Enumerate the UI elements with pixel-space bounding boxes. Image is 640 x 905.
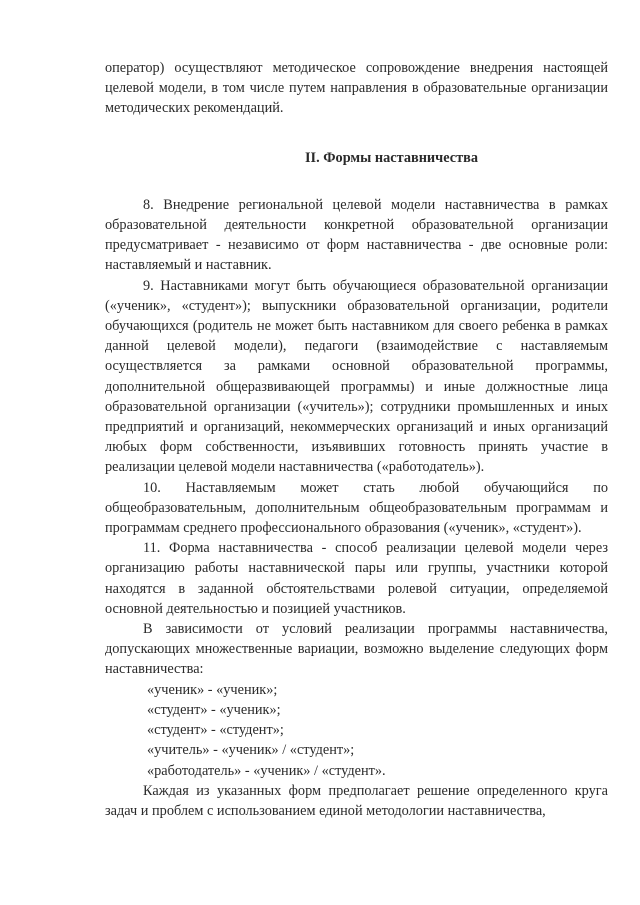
forms-list [105,680,608,781]
paragraph-8: 8. Внедрение региональной целевой модели наставничества в рамках образовательной деятельности конкретной образовательной организации предусматривает - независимо от форм наставничества - две основные роли: наставляемый и наставник. [105,196,608,274]
paragraph-9: 9. Наставниками могут быть обучающиеся образовательной организации («ученик», «студент»); выпускники образовательной организации, родители обучающихся (родитель не может быть наставником для своего ребенка в рамках данной целевой модели), педагоги (взаимодействие с наставляемым осуществляется за рамками основной образовательной программы, дополнительной общеразвивающей программы) и иные должностные лица образовательной организации («учитель»); сотрудники промышленных и иных предприятий и организаций, некоммерческих организаций и иных организаций любых форм собственности, изъявивших готовность принять участие в реализации целевой модели наставничества («работодатель»). [105,277,608,476]
list-item: «ученик» - «ученик»; [147,681,278,698]
forms-intro-paragraph: В зависимости от условий реализации программы наставничества, допускающих множественные вариации, возможно выделение следующих форм наставничества: [105,621,608,678]
intro-paragraph: оператор) осуществляют методическое сопровождение внедрения настоящей целевой модели, в том числе путем направления в образовательные организации методических рекомендаций. [105,60,608,117]
section-heading: II. Формы наставничества [304,149,478,166]
list-item: «студент» - «ученик»; [147,701,281,718]
paragraph-10: 10. Наставляемым может стать любой обучающийся по общеобразовательным, дополнительным общеобразовательным программам и программам среднего профессионального образования («ученик», «студент»). [105,479,608,537]
list-item: «студент» - «студент»; [147,722,284,739]
closing-paragraph: Каждая из указанных форм предполагает решение определенного круга задач и проблем с использованием единой методологии наставничества, [105,782,608,819]
list-item: «учитель» - «ученик» / «студент»; [147,742,355,759]
list-item: «работодатель» - «ученик» / «студент». [147,762,386,779]
paragraph-11: 11. Форма наставничества - способ реализации целевой модели через организацию работы наставнической пары или группы, участники которой находятся в заданной обстоятельствами ролевой ситуации, определяемой основной деятельностью и позицией участников. [105,540,608,617]
